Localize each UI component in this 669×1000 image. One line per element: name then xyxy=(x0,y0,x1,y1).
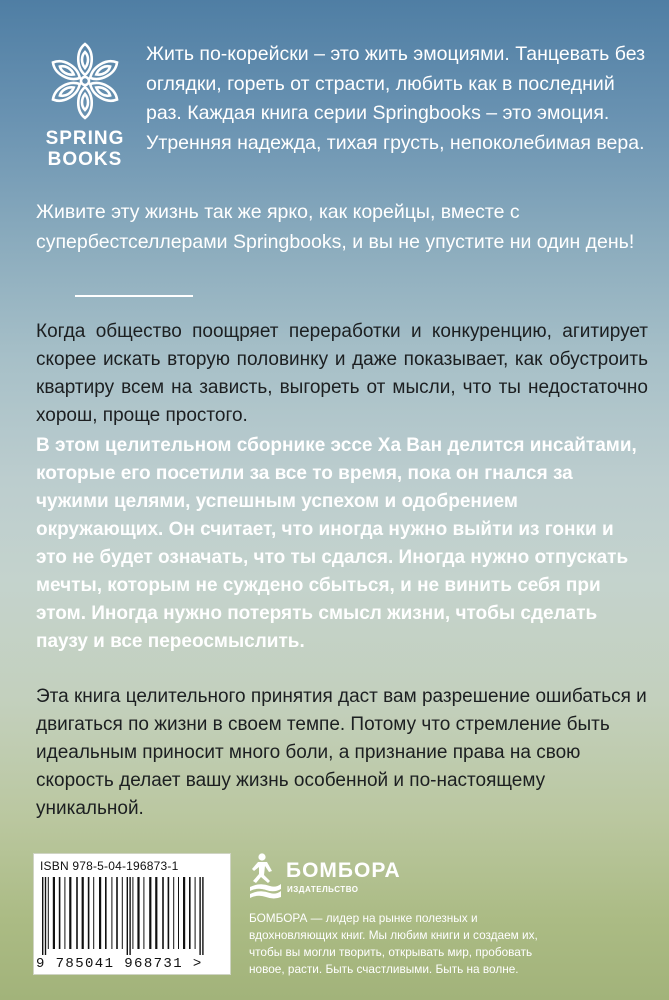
barcode-bar xyxy=(82,877,84,949)
publisher-subtitle: ИЗДАТЕЛЬСТВО xyxy=(287,885,359,894)
surfer-icon xyxy=(250,853,282,899)
barcode-bar xyxy=(173,877,174,949)
barcode-bar xyxy=(178,877,179,949)
barcode-bars xyxy=(40,877,224,955)
barcode-bar xyxy=(48,877,49,949)
barcode-bar xyxy=(127,877,128,955)
series-intro-second: Живите эту жизнь так же ярко, как корейцы, вместе с супербестселлерами Springbooks, и вы не упустите ни один день! xyxy=(36,201,635,253)
barcode-bar xyxy=(195,877,196,949)
barcode-bar xyxy=(99,877,101,949)
barcode-bar xyxy=(111,877,112,949)
barcode-bar xyxy=(143,877,144,949)
annotation-paragraph-2: В этом целительном сборнике эссе Ха Ван делится инсайтами, которые его посетили за все то время, пока он гнался за чужими целями, успешным успехом и одобрением окружающих. Он считает, что иногда нужно выйти из гонки и это не будет означать, что ты сдался. Иногда нужно отпускать мечты, которым не суждено сбыться, и не винить себя при этом. Иногда нужно потерять смысл жизни, чтобы сделать паузу и все переосмыслить. xyxy=(36,435,637,652)
barcode-bar xyxy=(199,877,200,955)
barcode-bar xyxy=(149,877,151,949)
barcode-bar xyxy=(53,877,55,949)
barcode-digits: 9 785041 968731 > xyxy=(36,956,203,972)
barcode-bar xyxy=(155,877,157,949)
barcode-bar xyxy=(137,877,139,949)
barcode xyxy=(33,853,231,975)
barcode-bar xyxy=(116,877,118,949)
flower-icon xyxy=(44,40,126,122)
barcode-bar xyxy=(202,877,203,955)
barcode-bar xyxy=(162,877,164,949)
series-intro: Жить по-корейски – это жить эмоциями. Танцевать без оглядки, гореть от страсти, любить как в последний раз. Каждая книга серии Springbooks – это эмоция. Утренняя надежда, тихая грусть, непоколебимая вера. xyxy=(146,43,646,154)
barcode-bar xyxy=(183,877,185,949)
barcode-bar xyxy=(69,877,71,949)
publisher-name: БОМБОРА xyxy=(286,859,401,882)
barcode-bar xyxy=(122,877,123,949)
barcode-bar xyxy=(42,877,43,955)
annotation-paragraph-1: Когда общество поощряет переработки и конкуренцию, агитирует скорее искать вторую половинку и даже показывает, как обустроить квартиру всем на зависть, выгореть от мысли, что ты недостаточно хорош, проще простого. xyxy=(36,321,648,426)
springbooks-logo xyxy=(40,40,130,170)
annotation-paragraph-3: Эта книга целительного принятия даст вам разрешение ошибаться и двигаться по жизни в своем темпе. Потому что стремление быть идеальным приносит много боли, а признание права на свою скорость делает вашу жизнь особенной и по-настоящему уникальной. xyxy=(36,686,647,819)
barcode-bar xyxy=(45,877,46,955)
barcode-bar xyxy=(64,877,65,949)
barcode-bar xyxy=(88,877,90,949)
barcode-bar xyxy=(59,877,61,949)
publisher-logo xyxy=(250,853,450,901)
barcode-bar xyxy=(168,877,170,949)
logo-wordmark: SPRING BOOKS xyxy=(45,128,125,170)
divider xyxy=(75,295,193,297)
barcode-bar xyxy=(76,877,78,949)
barcode-bar xyxy=(129,877,130,955)
barcode-bar xyxy=(189,877,191,949)
barcode-bar xyxy=(132,877,133,949)
barcode-bar xyxy=(105,877,107,949)
isbn-label: ISBN 978-5-04-196873-1 xyxy=(40,859,179,873)
barcode-bar xyxy=(93,877,94,949)
publisher-description: БОМБОРА — лидер на рынке полезных и вдохновляющих книг. Мы любим книги и создаем их, чтобы вы могли творить, открывать мир, пробовать новое, расти. Быть счастливыми. Быть на волне. xyxy=(249,911,538,976)
